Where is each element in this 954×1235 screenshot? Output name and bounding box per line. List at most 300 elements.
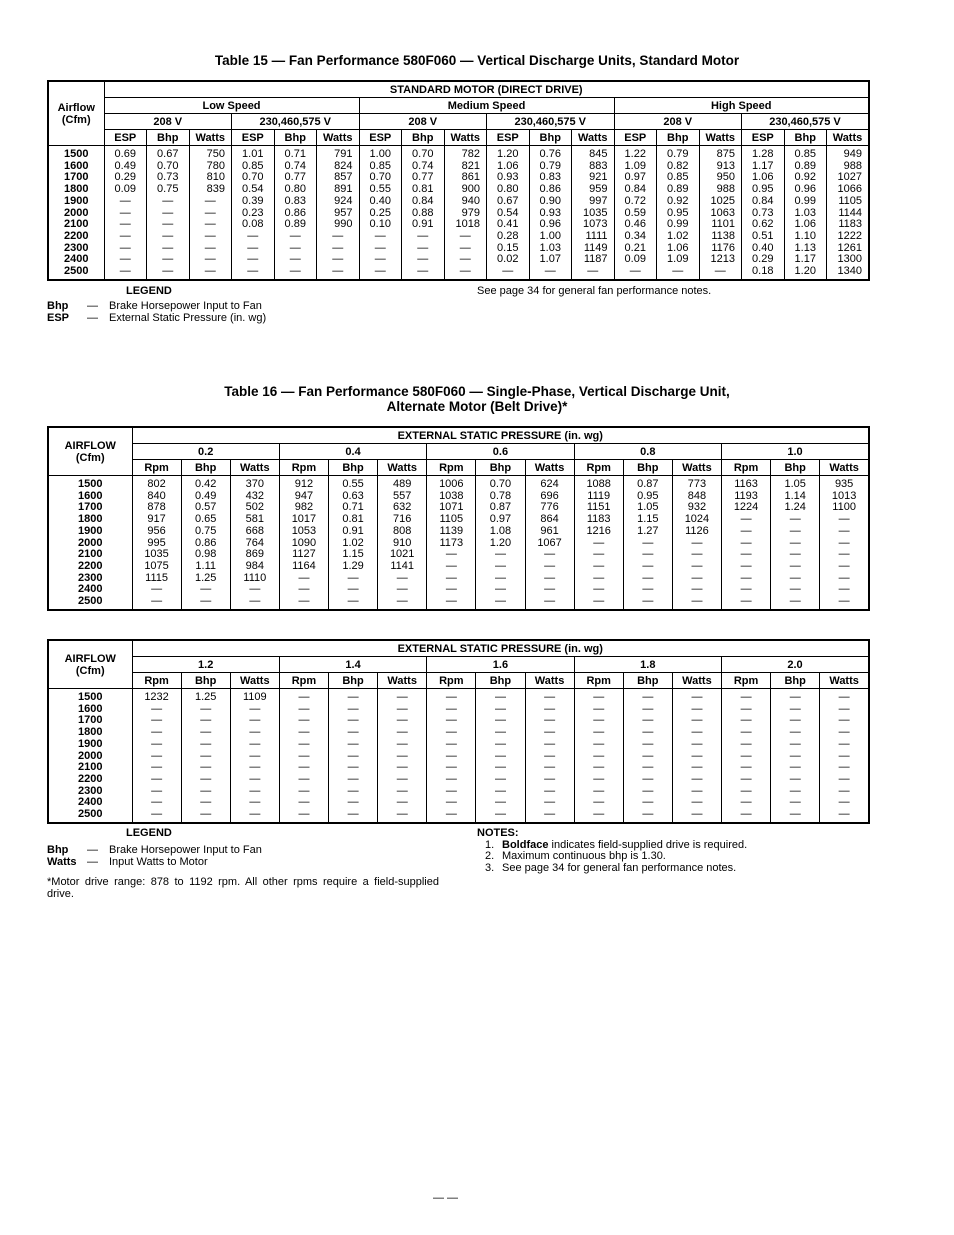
table-cell: — bbox=[574, 762, 623, 774]
table-cell: — bbox=[359, 243, 402, 255]
table-cell: 0.77 bbox=[274, 172, 317, 184]
airflow-cell: 2000 bbox=[48, 538, 132, 550]
table16-title bbox=[0, 384, 954, 414]
table-cell: — bbox=[274, 243, 317, 255]
note-item bbox=[477, 863, 747, 875]
table16-title-line1: Table 16 — Fan Performance 580F060 — Single-Phase, Vertical Discharge Unit, bbox=[224, 384, 730, 399]
table-cell: 1017 bbox=[279, 514, 328, 526]
table-cell: 1.06 bbox=[742, 172, 785, 184]
table-cell: 0.08 bbox=[232, 219, 275, 231]
table-cell: — bbox=[181, 739, 230, 751]
voltage-header: 208 V bbox=[104, 114, 232, 130]
table-cell: — bbox=[402, 266, 445, 280]
column-header: ESP bbox=[742, 130, 785, 146]
column-header: Rpm bbox=[427, 673, 476, 689]
table-cell: 810 bbox=[189, 172, 232, 184]
table-cell: 1.03 bbox=[784, 208, 827, 220]
table-cell: 0.23 bbox=[232, 208, 275, 220]
airflow-cell: 1700 bbox=[48, 172, 104, 184]
table-cell: 0.90 bbox=[529, 196, 572, 208]
table-cell: 0.76 bbox=[529, 146, 572, 161]
column-header: Bhp bbox=[147, 130, 190, 146]
table-cell: 1.13 bbox=[784, 243, 827, 255]
legend-dash: — bbox=[87, 855, 98, 868]
legend-dash: — bbox=[87, 311, 98, 324]
table-cell: — bbox=[820, 549, 869, 561]
table-cell: — bbox=[623, 797, 672, 809]
table-cell: — bbox=[672, 704, 721, 716]
table-cell: 0.18 bbox=[742, 266, 785, 280]
table-cell: — bbox=[525, 549, 574, 561]
table-cell: 1.20 bbox=[487, 146, 530, 161]
table-cell: 1.15 bbox=[623, 514, 672, 526]
note-text: indicates field-supplied drive is required. bbox=[548, 838, 748, 851]
table-cell: 0.98 bbox=[181, 549, 230, 561]
table-cell: — bbox=[820, 538, 869, 550]
table16-legend-title: LEGEND bbox=[126, 827, 172, 839]
esp-header: 0.4 bbox=[279, 444, 426, 460]
column-header: Watts bbox=[378, 460, 427, 476]
table-cell: — bbox=[476, 727, 525, 739]
table-cell: — bbox=[189, 219, 232, 231]
table-cell: — bbox=[427, 739, 476, 751]
table-cell: — bbox=[427, 549, 476, 561]
airflow-cell: 1800 bbox=[48, 184, 104, 196]
esp-header: 0.8 bbox=[574, 444, 721, 460]
table-cell: — bbox=[132, 584, 181, 596]
column-header: Bhp bbox=[329, 460, 378, 476]
table-cell: — bbox=[574, 751, 623, 763]
table-cell: 782 bbox=[444, 146, 487, 161]
table-cell: 0.70 bbox=[147, 161, 190, 173]
table-cell: 1.00 bbox=[359, 146, 402, 161]
table-cell: 988 bbox=[699, 184, 742, 196]
table-cell: — bbox=[279, 739, 328, 751]
table-cell: 1024 bbox=[672, 514, 721, 526]
table-cell: 0.78 bbox=[476, 491, 525, 503]
table-cell: — bbox=[230, 727, 279, 739]
table-cell: — bbox=[147, 254, 190, 266]
table-cell: 0.74 bbox=[274, 161, 317, 173]
table-cell: — bbox=[771, 727, 820, 739]
table-cell: 0.81 bbox=[329, 514, 378, 526]
table-cell: 716 bbox=[378, 514, 427, 526]
airflow-cell: 2100 bbox=[48, 219, 104, 231]
table-cell: 0.93 bbox=[529, 208, 572, 220]
table-cell: 1021 bbox=[378, 549, 427, 561]
table-cell: 990 bbox=[317, 219, 360, 231]
table-cell: 432 bbox=[230, 491, 279, 503]
speed-header: Low Speed bbox=[104, 98, 359, 114]
table16-part2 bbox=[47, 639, 870, 824]
table-cell: 1222 bbox=[827, 231, 870, 243]
table-cell: 0.85 bbox=[359, 161, 402, 173]
table-cell: 1090 bbox=[279, 538, 328, 550]
table-cell: — bbox=[623, 751, 672, 763]
table-cell: — bbox=[378, 809, 427, 823]
table-cell: 0.79 bbox=[657, 146, 700, 161]
speed-header: Medium Speed bbox=[359, 98, 614, 114]
table15-airflow-header: Airflow (Cfm) bbox=[48, 81, 104, 146]
column-header: Watts bbox=[672, 460, 721, 476]
table-cell: — bbox=[104, 219, 147, 231]
table-cell: 0.55 bbox=[359, 184, 402, 196]
table-cell: 947 bbox=[279, 491, 328, 503]
table-cell: 1232 bbox=[132, 689, 181, 704]
table-cell: — bbox=[427, 797, 476, 809]
legend-dash: — bbox=[87, 300, 98, 312]
table-cell: — bbox=[279, 774, 328, 786]
column-header: Bhp bbox=[771, 460, 820, 476]
table-cell: 1.25 bbox=[181, 573, 230, 585]
table-cell: — bbox=[189, 254, 232, 266]
table-cell: 370 bbox=[230, 476, 279, 491]
table-cell: 1261 bbox=[827, 243, 870, 255]
table-cell: — bbox=[444, 254, 487, 266]
table-cell: — bbox=[104, 196, 147, 208]
table-cell: — bbox=[672, 584, 721, 596]
airflow-cell: 2200 bbox=[48, 561, 132, 573]
table-cell: — bbox=[771, 561, 820, 573]
airflow-cell: 2400 bbox=[48, 584, 132, 596]
airflow-cell: 1600 bbox=[48, 704, 132, 716]
airflow-cell: 2200 bbox=[48, 774, 132, 786]
table-cell: 1139 bbox=[427, 526, 476, 538]
table-cell: — bbox=[427, 704, 476, 716]
table-cell: — bbox=[274, 254, 317, 266]
table-cell: — bbox=[476, 786, 525, 798]
table-cell: — bbox=[230, 809, 279, 823]
table-cell: 869 bbox=[230, 549, 279, 561]
table-cell: 0.54 bbox=[232, 184, 275, 196]
column-header: Watts bbox=[378, 673, 427, 689]
table-cell: 802 bbox=[132, 476, 181, 491]
table-cell: 848 bbox=[672, 491, 721, 503]
table-cell: 1.17 bbox=[784, 254, 827, 266]
table-row bbox=[48, 561, 869, 573]
table-cell: — bbox=[525, 573, 574, 585]
table-cell: 0.80 bbox=[274, 184, 317, 196]
table-cell: — bbox=[378, 797, 427, 809]
column-header: Rpm bbox=[722, 460, 771, 476]
table-cell: 0.89 bbox=[657, 184, 700, 196]
table-cell: 581 bbox=[230, 514, 279, 526]
table-cell: 0.29 bbox=[104, 172, 147, 184]
table-cell: — bbox=[132, 704, 181, 716]
note-text: See page 34 for general fan performance notes. bbox=[502, 862, 737, 875]
table-cell: — bbox=[274, 231, 317, 243]
table-cell: 1213 bbox=[699, 254, 742, 266]
table-cell: — bbox=[132, 762, 181, 774]
column-header: Bhp bbox=[402, 130, 445, 146]
table-cell: — bbox=[574, 573, 623, 585]
table-cell: 1100 bbox=[820, 502, 869, 514]
table-cell: — bbox=[722, 727, 771, 739]
table-cell: 1.24 bbox=[771, 502, 820, 514]
table-row bbox=[48, 266, 869, 280]
table-cell: 1.09 bbox=[657, 254, 700, 266]
table-cell: — bbox=[427, 809, 476, 823]
table-cell: — bbox=[574, 584, 623, 596]
table-cell: 1.05 bbox=[623, 502, 672, 514]
table-cell: 1.20 bbox=[784, 266, 827, 280]
table16a-top-header: EXTERNAL STATIC PRESSURE (in. wg) bbox=[132, 427, 869, 444]
table-cell: — bbox=[820, 584, 869, 596]
table-cell: 1173 bbox=[427, 538, 476, 550]
page-footer: — — bbox=[433, 1192, 459, 1204]
table-cell: 0.86 bbox=[181, 538, 230, 550]
table-cell: 0.73 bbox=[742, 208, 785, 220]
table16-title-line2: Alternate Motor (Belt Drive)* bbox=[386, 399, 568, 414]
table-cell: — bbox=[132, 786, 181, 798]
table-cell: — bbox=[378, 751, 427, 763]
table16b-top-header: EXTERNAL STATIC PRESSURE (in. wg) bbox=[132, 640, 869, 657]
table-cell: — bbox=[529, 266, 572, 280]
table-cell: 776 bbox=[525, 502, 574, 514]
table-cell: 1073 bbox=[572, 219, 615, 231]
voltage-header: 208 V bbox=[614, 114, 742, 130]
table-cell: — bbox=[329, 715, 378, 727]
airflow-cell: 1900 bbox=[48, 526, 132, 538]
table-cell: — bbox=[722, 751, 771, 763]
table-cell: — bbox=[722, 689, 771, 704]
airflow-cell: 2100 bbox=[48, 549, 132, 561]
table-cell: 1216 bbox=[574, 526, 623, 538]
table-cell: 0.88 bbox=[402, 208, 445, 220]
table-cell: — bbox=[147, 208, 190, 220]
voltage-header: 208 V bbox=[359, 114, 487, 130]
table-cell: 1.14 bbox=[771, 491, 820, 503]
table-cell: 1027 bbox=[827, 172, 870, 184]
table-cell: — bbox=[820, 809, 869, 823]
column-header: Bhp bbox=[476, 460, 525, 476]
table-cell: — bbox=[329, 584, 378, 596]
table-cell: 0.59 bbox=[614, 208, 657, 220]
table-cell: 1300 bbox=[827, 254, 870, 266]
table-cell: 0.15 bbox=[487, 243, 530, 255]
esp-header: 0.6 bbox=[427, 444, 574, 460]
table-cell: — bbox=[672, 727, 721, 739]
table-cell: — bbox=[525, 751, 574, 763]
column-header: ESP bbox=[359, 130, 402, 146]
table-cell: — bbox=[771, 526, 820, 538]
table-cell: — bbox=[232, 243, 275, 255]
column-header: Bhp bbox=[771, 673, 820, 689]
table-cell: — bbox=[132, 809, 181, 823]
table-cell: 1151 bbox=[574, 502, 623, 514]
legend-abbr: ESP bbox=[47, 311, 70, 324]
table-cell: — bbox=[329, 704, 378, 716]
table-cell: — bbox=[104, 208, 147, 220]
table-cell: — bbox=[722, 596, 771, 610]
table-cell: 1.22 bbox=[614, 146, 657, 161]
table-cell: — bbox=[623, 809, 672, 823]
legend-desc: Input Watts to Motor bbox=[109, 855, 208, 868]
table-cell: — bbox=[476, 704, 525, 716]
table-cell: 1053 bbox=[279, 526, 328, 538]
table-cell: 1.20 bbox=[476, 538, 525, 550]
table-cell: — bbox=[181, 751, 230, 763]
table-cell: — bbox=[820, 727, 869, 739]
table-cell: — bbox=[329, 786, 378, 798]
table-row bbox=[48, 689, 869, 704]
column-header: Watts bbox=[230, 673, 279, 689]
table-cell: — bbox=[623, 739, 672, 751]
table-cell: 1063 bbox=[699, 208, 742, 220]
table-cell: — bbox=[279, 762, 328, 774]
table-cell: — bbox=[378, 584, 427, 596]
column-header: Bhp bbox=[623, 673, 672, 689]
table-cell: — bbox=[820, 774, 869, 786]
table-cell: 1110 bbox=[230, 573, 279, 585]
table16b-airflow-header: AIRFLOW (Cfm) bbox=[48, 640, 132, 689]
table-cell: — bbox=[427, 584, 476, 596]
table15-title: Table 15 — Fan Performance 580F060 — Vertical Discharge Units, Standard Motor bbox=[214, 53, 740, 68]
table-cell: — bbox=[476, 762, 525, 774]
table-cell: — bbox=[820, 573, 869, 585]
table-cell: — bbox=[181, 596, 230, 610]
table-cell: — bbox=[329, 762, 378, 774]
table-cell: 1126 bbox=[672, 526, 721, 538]
column-header: Rpm bbox=[574, 460, 623, 476]
table-cell: 808 bbox=[378, 526, 427, 538]
table-cell: 1224 bbox=[722, 502, 771, 514]
table-cell: 750 bbox=[189, 146, 232, 161]
esp-header: 1.6 bbox=[427, 657, 574, 673]
table-cell: — bbox=[574, 739, 623, 751]
table-cell: 1075 bbox=[132, 561, 181, 573]
table-cell: — bbox=[329, 739, 378, 751]
table-cell: — bbox=[378, 715, 427, 727]
table-cell: — bbox=[104, 243, 147, 255]
table-cell: — bbox=[189, 208, 232, 220]
legend-abbr: Bhp bbox=[47, 300, 69, 312]
column-header: Bhp bbox=[476, 673, 525, 689]
airflow-cell: 1600 bbox=[48, 161, 104, 173]
table-cell: — bbox=[427, 596, 476, 610]
table-cell: 0.95 bbox=[657, 208, 700, 220]
table-cell: 1.25 bbox=[181, 689, 230, 704]
table-cell: — bbox=[476, 561, 525, 573]
esp-header: 1.4 bbox=[279, 657, 426, 673]
table-cell: 984 bbox=[230, 561, 279, 573]
table-cell: — bbox=[476, 751, 525, 763]
table-cell: — bbox=[132, 739, 181, 751]
table-cell: 857 bbox=[317, 172, 360, 184]
table-cell: 1018 bbox=[444, 219, 487, 231]
table-cell: — bbox=[378, 727, 427, 739]
table-cell: 1105 bbox=[427, 514, 476, 526]
table-cell: — bbox=[771, 739, 820, 751]
table-cell: — bbox=[147, 196, 190, 208]
table-cell: 0.57 bbox=[181, 502, 230, 514]
table-cell: — bbox=[444, 231, 487, 243]
esp-header: 2.0 bbox=[722, 657, 870, 673]
table16-footnote: *Motor drive range: 878 to 1192 rpm. All other rpms require a field-supplied drive. bbox=[47, 876, 439, 900]
table-cell: — bbox=[771, 514, 820, 526]
table-cell: — bbox=[359, 231, 402, 243]
table-cell: 0.82 bbox=[657, 161, 700, 173]
table-cell: — bbox=[722, 573, 771, 585]
table-cell: 632 bbox=[378, 502, 427, 514]
table-cell: — bbox=[476, 549, 525, 561]
table16a-airflow-header: AIRFLOW (Cfm) bbox=[48, 427, 132, 476]
table-cell: 935 bbox=[820, 476, 869, 491]
airflow-cell: 2000 bbox=[48, 751, 132, 763]
table-cell: — bbox=[722, 514, 771, 526]
table-cell: — bbox=[104, 254, 147, 266]
table-cell: — bbox=[623, 584, 672, 596]
table-cell: 1038 bbox=[427, 491, 476, 503]
table-cell: — bbox=[147, 231, 190, 243]
table-cell: — bbox=[427, 715, 476, 727]
table-cell: 0.84 bbox=[742, 196, 785, 208]
table-cell: 1101 bbox=[699, 219, 742, 231]
table-cell: 1127 bbox=[279, 549, 328, 561]
table-cell: — bbox=[820, 596, 869, 610]
table-cell: — bbox=[147, 243, 190, 255]
table-cell: — bbox=[317, 231, 360, 243]
airflow-cell: 2000 bbox=[48, 208, 104, 220]
table-cell: 940 bbox=[444, 196, 487, 208]
column-header: Watts bbox=[525, 673, 574, 689]
table-cell: — bbox=[132, 727, 181, 739]
table-cell: — bbox=[820, 797, 869, 809]
table-cell: — bbox=[672, 561, 721, 573]
legend-dash: — bbox=[87, 844, 98, 856]
table-cell: — bbox=[232, 266, 275, 280]
table-row bbox=[48, 196, 869, 208]
table-cell: 864 bbox=[525, 514, 574, 526]
table-cell: — bbox=[476, 689, 525, 704]
table-cell: — bbox=[722, 797, 771, 809]
table-cell: 1340 bbox=[827, 266, 870, 280]
table-cell: 1035 bbox=[572, 208, 615, 220]
table-cell: — bbox=[427, 762, 476, 774]
table-cell: — bbox=[623, 727, 672, 739]
table-cell: 1105 bbox=[827, 196, 870, 208]
table-cell: — bbox=[672, 715, 721, 727]
column-header: Watts bbox=[672, 673, 721, 689]
table-cell: 1176 bbox=[699, 243, 742, 255]
table-cell: 489 bbox=[378, 476, 427, 491]
column-header: Rpm bbox=[722, 673, 771, 689]
table-cell: 821 bbox=[444, 161, 487, 173]
table-cell: — bbox=[189, 243, 232, 255]
table-cell: — bbox=[672, 596, 721, 610]
table-cell: 0.79 bbox=[529, 161, 572, 173]
table-cell: — bbox=[525, 715, 574, 727]
note-bold: Boldface bbox=[502, 838, 549, 851]
esp-header: 1.8 bbox=[574, 657, 721, 673]
table-cell: 900 bbox=[444, 184, 487, 196]
table-row bbox=[48, 476, 869, 491]
table-cell: — bbox=[525, 727, 574, 739]
table-cell: 0.84 bbox=[402, 196, 445, 208]
table-cell: — bbox=[132, 715, 181, 727]
table-cell: — bbox=[476, 715, 525, 727]
voltage-header: 230,460,575 V bbox=[232, 114, 360, 130]
table-cell: — bbox=[476, 596, 525, 610]
table-cell: 0.55 bbox=[329, 476, 378, 491]
legend-abbr: Bhp bbox=[47, 844, 69, 856]
airflow-cell: 1900 bbox=[48, 196, 104, 208]
airflow-cell: 1500 bbox=[48, 689, 132, 704]
table-cell: 0.71 bbox=[274, 146, 317, 161]
note-number: 2. bbox=[485, 850, 495, 863]
table-cell: 959 bbox=[572, 184, 615, 196]
table-cell: — bbox=[623, 704, 672, 716]
